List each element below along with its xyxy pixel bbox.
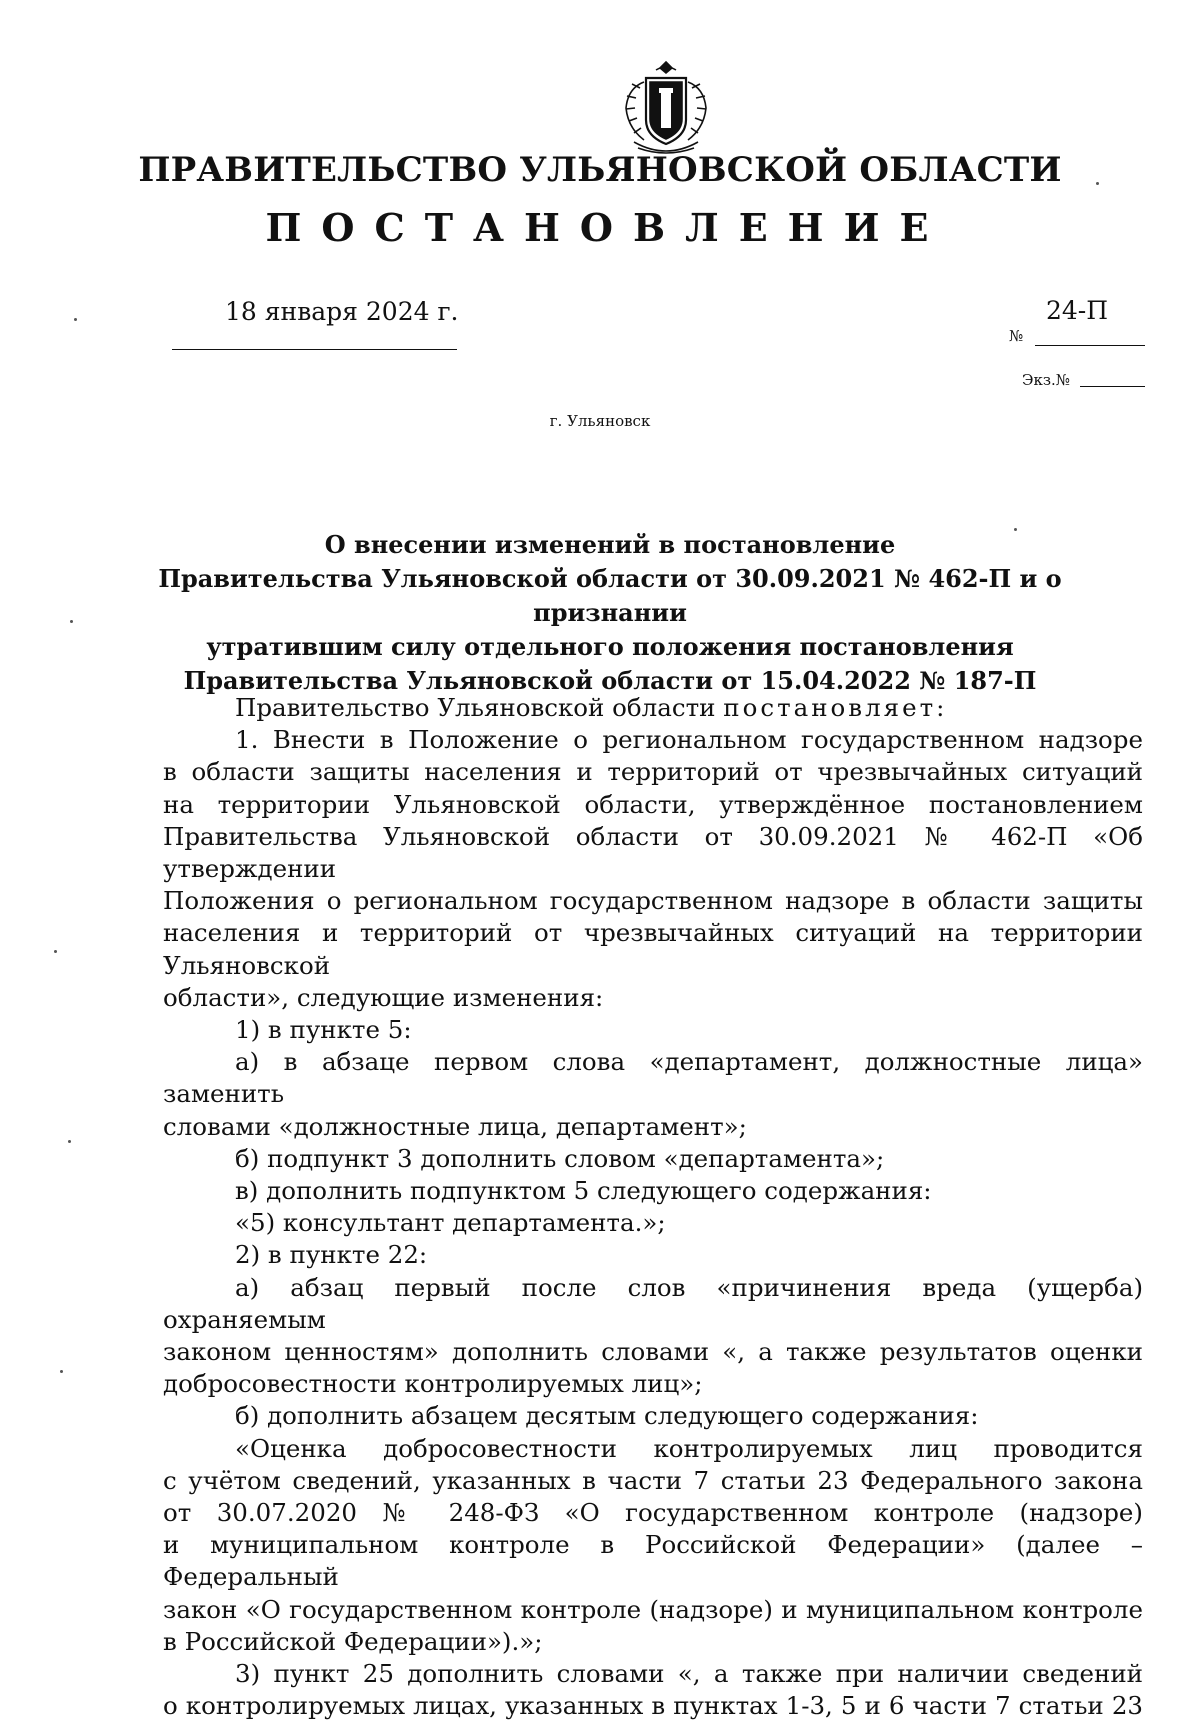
body-line: в) дополнить подпунктом 5 следующего содержания:: [235, 1176, 932, 1206]
body-line: Правительства Ульяновской области от 30.09.2021 № 462-П «Об утверждении: [163, 821, 1143, 884]
date-underline: [172, 349, 457, 350]
organization-title: ПРАВИТЕЛЬСТВО УЛЬЯНОВСКОЙ ОБЛАСТИ: [138, 150, 1062, 190]
body-line: 1) в пункте 5:: [235, 1015, 412, 1045]
body-line: области», следующие изменения:: [163, 982, 604, 1012]
body-line: б) дополнить абзацем десятым следующего содержания:: [235, 1401, 979, 1431]
scan-speck: [1096, 182, 1099, 185]
scan-speck: [74, 318, 77, 321]
scan-speck: [70, 620, 73, 623]
body-line: Положения о региональном государственном надзоре в области защиты: [163, 886, 1143, 916]
body-line: в Российской Федерации»).»;: [163, 1626, 543, 1656]
document-title: [150, 528, 1070, 698]
body-line: словами «должностные лица, департамент»;: [163, 1111, 747, 1141]
copy-number-label: Экз.№: [1022, 371, 1070, 389]
body-line: а) в абзаце первом слова «департамент, должностные лица» заменить: [163, 1047, 1143, 1109]
scan-speck: [1014, 528, 1017, 531]
preamble-verb: постановляет:: [723, 693, 948, 722]
body-line: и муниципальном контроле в Российской Федерации» (далее – Федеральный: [163, 1530, 1143, 1592]
document-date: 18 января 2024 г.: [225, 297, 459, 326]
body-line: населения и территорий от чрезвычайных ситуаций на территории Ульяновской: [163, 918, 1143, 980]
body-line: 1. Внести в Положение о региональном государственном надзоре: [235, 725, 1143, 755]
body-line: законом ценностям» дополнить словами «, а также результатов оценки: [163, 1337, 1143, 1367]
title-line: Правительства Ульяновской области от 30.09.2021 № 462-П и о признании: [158, 564, 1062, 627]
city: г. Ульяновск: [549, 412, 651, 430]
body-line: о контролируемых лицах, указанных в пунктах 1-3, 5 и 6 части 7 статьи 23: [163, 1691, 1143, 1721]
body-line: на территории Ульяновской области, утверждённое постановлением: [163, 789, 1143, 819]
body-line: добросовестности контролируемых лиц»;: [163, 1369, 703, 1399]
body-line: в области защиты населения и территорий от чрезвычайных ситуаций: [163, 757, 1143, 787]
number-underline: [1035, 345, 1145, 346]
body-line: 3) пункт 25 дополнить словами «, а также при наличии сведений: [235, 1659, 1143, 1689]
body-line: а) абзац первый после слов «причинения вреда (ущерба) охраняемым: [163, 1272, 1143, 1334]
body-line: с учётом сведений, указанных в части 7 статьи 23 Федерального закона: [163, 1465, 1143, 1495]
body-line: «Оценка добросовестности контролируемых лиц проводится: [235, 1433, 1143, 1463]
document-number: 24-П: [1046, 296, 1109, 325]
document-body: [163, 692, 1143, 1723]
coat-of-arms-emblem: [616, 58, 716, 156]
body-line: б) подпункт 3 дополнить словом «департамента»;: [235, 1143, 885, 1173]
title-line: Правительства Ульяновской области от 15.04.2022 № 187-П: [183, 666, 1037, 695]
preamble: [163, 692, 1143, 724]
body-line: закон «О государственном контроле (надзоре) и муниципальном контроле: [163, 1594, 1143, 1624]
document-type-heading: ПОСТАНОВЛЕНИЕ: [265, 205, 949, 250]
title-line: утратившим силу отдельного положения постановления: [206, 632, 1014, 661]
body-line: от 30.07.2020 № 248-ФЗ «О государственном контроле (надзоре): [163, 1498, 1143, 1528]
preamble-subject: Правительство Ульяновской области: [235, 693, 716, 722]
scan-speck: [68, 1140, 71, 1143]
body-line: «5) консультант департамента.»;: [235, 1208, 666, 1238]
copy-number-underline: [1080, 386, 1145, 387]
body-line: 2) в пункте 22:: [235, 1240, 428, 1270]
title-line: О внесении изменений в постановление: [324, 530, 896, 559]
number-label: №: [1009, 327, 1024, 345]
scan-speck: [60, 1370, 63, 1373]
scan-speck: [54, 950, 57, 953]
